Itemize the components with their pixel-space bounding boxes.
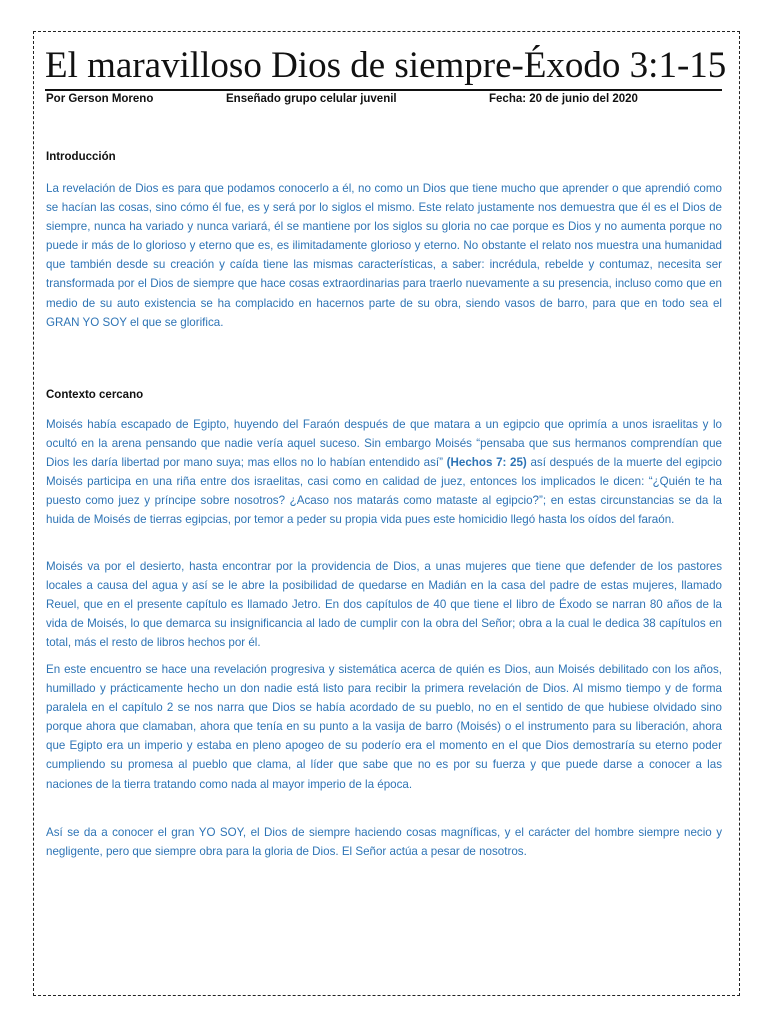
bible-reference: (Hechos 7: 25) — [446, 456, 527, 470]
context-paragraph-4: Así se da a conocer el gran YO SOY, el Dios de siempre haciendo cosas magníficas, y el carácter del hombre siempre necio y negligente, pero que siempre obra para la gloria de Dios. El Señor actúa a pesar de nosotros. — [46, 826, 722, 859]
context-paragraph-2: Moisés va por el desierto, hasta encontrar por la providencia de Dios, a unas mujeres que tiene que defender de los pastores locales a causa del agua y así se le abre la posibilidad de quedarse en Madián en la casa del padre de estas mujeres, llamado Reuel, que en el presente capítulo es llamado Jetro. En dos capítulos de 40 que tiene el libro de Éxodo se narran 80 años de la vida de Moisés, lo que demarca su insignificancia al lado de cumplir con la obra del Señor; obra a la cual le dedica 38 capítulos en total, más el resto de libros hechos por él. — [46, 560, 722, 650]
paragraph-text: Moisés había escapado de Egipto, huyendo del Faraón después de que matara a un egipcio que oprimía a unos israelitas y lo ocultó en la arena pensando que nadie vería aquel suceso. Sin embargo Moisés “pensaba que sus hermanos comprendían que Dios les daría libertad por mano suya; mas ellos no lo habían entendido así” — [46, 418, 722, 470]
section-heading-intro: Introducción — [46, 151, 116, 163]
intro-paragraph: La revelación de Dios es para que podamos conocerlo a él, no como un Dios que tiene mucho que aprender o que aprendió como se hacían las cosas, sino cómo él fue, es y será por lo siglos el mismo. Este relato justamente nos demuestra que él es el Dios de siempre, nunca ha variado y nunca variará, él se mantiene por los siglos su gloria no cae porque es Dios y no aumenta porque no puede ir más de lo glorioso y eterno que es, es ilimitadamente glorioso y eterno. No obstante el relato nos muestra una humanidad que también desde su creación y caída tiene las mismas características, a saber: incrédula, rebelde y contumaz, necesita ser transformada por el Dios de siempre que hace cosas extraordinarias para traerlo nuevamente a su presencia, incluso como que en medio de su auto existencia se ha complacido en hacernos parte de su obra, siendo vasos de barro, para que en todo sea el GRAN YO SOY el que se glorifica. — [46, 182, 722, 329]
date-label: Fecha: 20 de junio del 2020 — [489, 93, 638, 105]
author-label: Por Gerson Moreno — [46, 93, 154, 105]
context-label: Enseñado grupo celular juvenil — [226, 93, 397, 105]
section-heading-context: Contexto cercano — [46, 389, 144, 401]
context-paragraph-3: En este encuentro se hace una revelación progresiva y sistemática acerca de quién es Dios, aun Moisés debilitado con los años, humillado y prácticamente hecho un don nadie está listo para recibir la primera revelación de Dios. Al mismo tiempo y de forma paralela en el capítulo 2 se nos narra que Dios se había acordado de su pueblo, no en el sentido de que hubiese olvidado sino porque ahora que clamaban, ahora que tenía en su punto a la vasija de barro (Moisés) o el instrumento para su liberación, ahora que Egipto era un imperio y estaba en pleno apogeo de su poderío era el momento en el que Dios demostraría su eterno poder cumpliendo su promesa al pueblo que clama, al líder que sabe que no es por su fuerza y que puede darse a conocer a las naciones de la tierra tratando como nada al mayor imperio de la época. — [46, 663, 722, 791]
title-rule — [45, 89, 722, 91]
paragraph-text: así después de la muerte del egipcio Moisés participa en una riña entre dos israelitas, casi como en calidad de juez, entonces los implicados le dicen: “¿Quién te ha puesto como juez y príncipe sobre nosotros? ¿Acaso nos matarás como mataste al egipcio?”; en estas circunstancias se da la huida de Moisés de tierras egipcias, por temor a peder su propia vida pues este homicidio llegó hasta los oídos del faraón. — [46, 456, 722, 527]
context-paragraph-1 — [46, 415, 722, 530]
document-title: El maravilloso Dios de siempre-Éxodo 3:1-15 — [45, 45, 727, 86]
